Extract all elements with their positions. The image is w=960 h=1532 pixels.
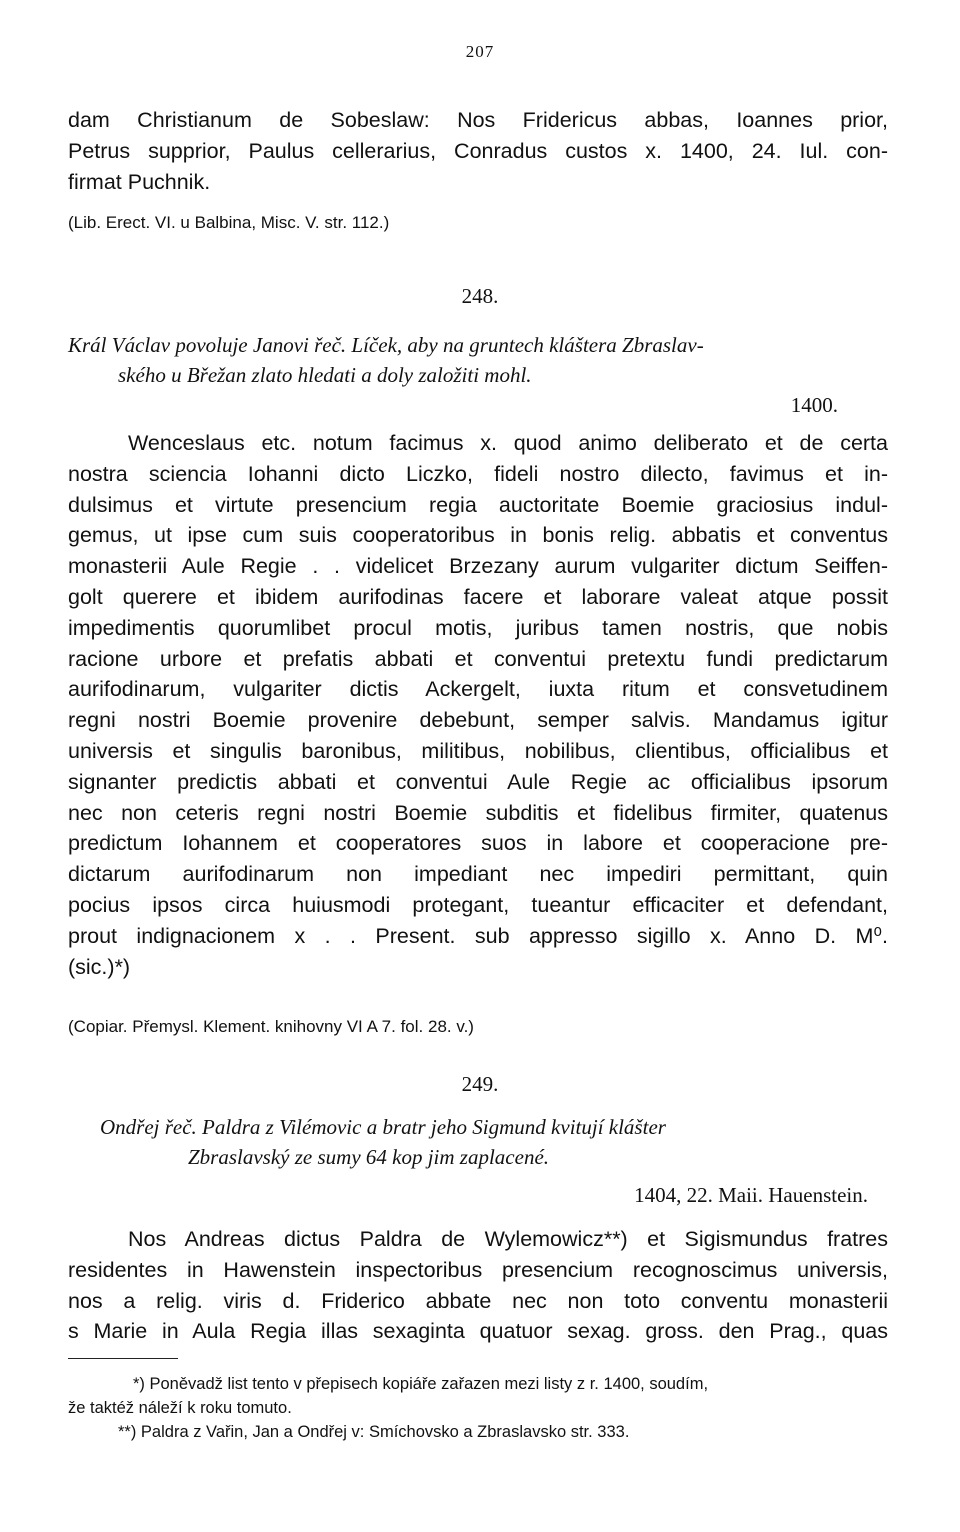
heading-line: Zbraslavský ze sumy 64 kop jim zaplacené. <box>188 1145 550 1169</box>
text-line: prout indignacionem x . . Present. sub appresso sigillo x. Anno D. M⁰. <box>68 923 888 948</box>
text-line: dictarum aurifodinarum non impediant nec impediri permittant, quin <box>68 862 888 887</box>
footnote: *) Poněvadž list tento v přepisech kopiáře zařazen mezi listy z r. 1400, soudím, <box>133 1375 709 1393</box>
entry-249-body <box>68 1224 888 1347</box>
intro-text <box>68 105 888 197</box>
text-line: nec non ceteris regni nostri Boemie subditis et fidelibus firmiter, quatenus <box>68 800 888 825</box>
charter-text <box>68 1224 888 1347</box>
date-line: 1400. <box>790 393 838 417</box>
text-line: impedimentis quorumlibet procul motis, juribus tamen nostris, que nobis <box>68 615 888 640</box>
entry-249-heading <box>68 1112 888 1172</box>
entry-number-249: 249. <box>461 1072 499 1096</box>
text-line: regni nostri Boemie provenire debebunt, semper salvis. Mandamus igitur <box>68 708 888 733</box>
entry-249-date <box>68 1183 888 1208</box>
regest-heading <box>68 330 888 390</box>
intro-paragraph <box>68 105 888 197</box>
text-line: gemus, ut ipse cum suis cooperatoribus in bonis relig. abbatis et conventus <box>68 523 888 548</box>
text-line: Petrus supprior, Paulus cellerarius, Conradus custos x. 1400, 24. Iul. con- <box>68 138 888 163</box>
text-line: predictum Iohannem et cooperatores suos in labore et cooperacione pre- <box>68 831 888 856</box>
text-line: pocius ipsos circa huiusmodi protegant, tueantur efficaciter et defendant, <box>68 892 888 917</box>
text-line: Nos Andreas dictus Paldra de Wylemowicz**) et Sigismundus fratres <box>128 1227 888 1251</box>
charter-text <box>68 428 888 982</box>
text-line: dulsimus et virtute presencium regia auctoritate Boemie graciosius indul- <box>68 492 888 517</box>
text-line: nostra sciencia Iohanni dicto Liczko, fideli nostro dilecto, favimus et in- <box>68 461 888 486</box>
footnote-divider <box>68 1358 178 1359</box>
entry-number-248: 248. <box>461 284 499 308</box>
heading-line: ského u Břežan zlato hledati a doly založiti mohl. <box>118 363 532 387</box>
text-line: (sic.)*) <box>68 954 131 979</box>
source-citation: (Lib. Erect. VI. u Balbina, Misc. V. str. 112.) <box>68 213 390 232</box>
entry-248-source <box>68 1016 888 1038</box>
text-line: golt querere et ibidem aurifodinas facere et laborare valeat atque possit <box>68 584 888 609</box>
text-line: dam Christianum de Sobeslaw: Nos Fridericus abbas, Ioannes prior, <box>68 108 888 132</box>
text-line: signanter predictis abbati et conventui Aule Regie ac officialibus ipsorum <box>68 769 888 794</box>
footnotes <box>68 1372 888 1444</box>
heading-line: Král Václav povoluje Janovi řeč. Líček, aby na gruntech kláštera Zbraslav- <box>68 333 704 357</box>
entry-248-heading <box>68 330 888 390</box>
entry-248-body <box>68 428 888 982</box>
text-line: universis et singulis baronibus, militibus, nobilibus, clientibus, officialibus et <box>68 738 888 763</box>
text-line: aurifodinarum, vulgariter dictis Ackergelt, iuxta ritum et consvetudinem <box>68 677 888 702</box>
text-line: racione urbore et prefatis abbati et conventui pretextu fundi predictarum <box>68 646 888 671</box>
text-line: monasterii Aule Regie . . videlicet Brzezany aurum vulgariter dictum Seiffen- <box>68 554 888 579</box>
footnote: **) Paldra z Vařin, Jan a Ondřej v: Smíchovsko a Zbraslavsko str. 333. <box>118 1423 630 1441</box>
date-line: 1404, 22. Maii. Hauenstein. <box>634 1183 868 1207</box>
entry-248-date <box>68 393 888 418</box>
heading-line: Ondřej řeč. Paldra z Vilémovic a bratr jeho Sigmund kvitují klášter <box>100 1115 666 1139</box>
text-line: s Marie in Aula Regia illas sexaginta quatuor sexag. gross. den Prag., quas <box>68 1319 888 1344</box>
text-line: Wenceslaus etc. notum facimus x. quod animo deliberato et de certa <box>128 431 888 455</box>
text-line: nos a relig. viris d. Friderico abbate nec non toto conventu monasterii <box>68 1288 888 1313</box>
intro-source <box>68 212 888 234</box>
regest-heading <box>68 1112 888 1172</box>
text-line: residentes in Hawenstein inspectoribus presencium recognoscimus universis, <box>68 1257 888 1282</box>
footnote-continuation: že taktéž náleží k roku tomuto. <box>68 1399 292 1417</box>
page-number: 207 <box>465 42 495 61</box>
text-line: firmat Puchnik. <box>68 169 211 194</box>
source-citation: (Copiar. Přemysl. Klement. knihovny VI A 7. fol. 28. v.) <box>68 1017 474 1036</box>
